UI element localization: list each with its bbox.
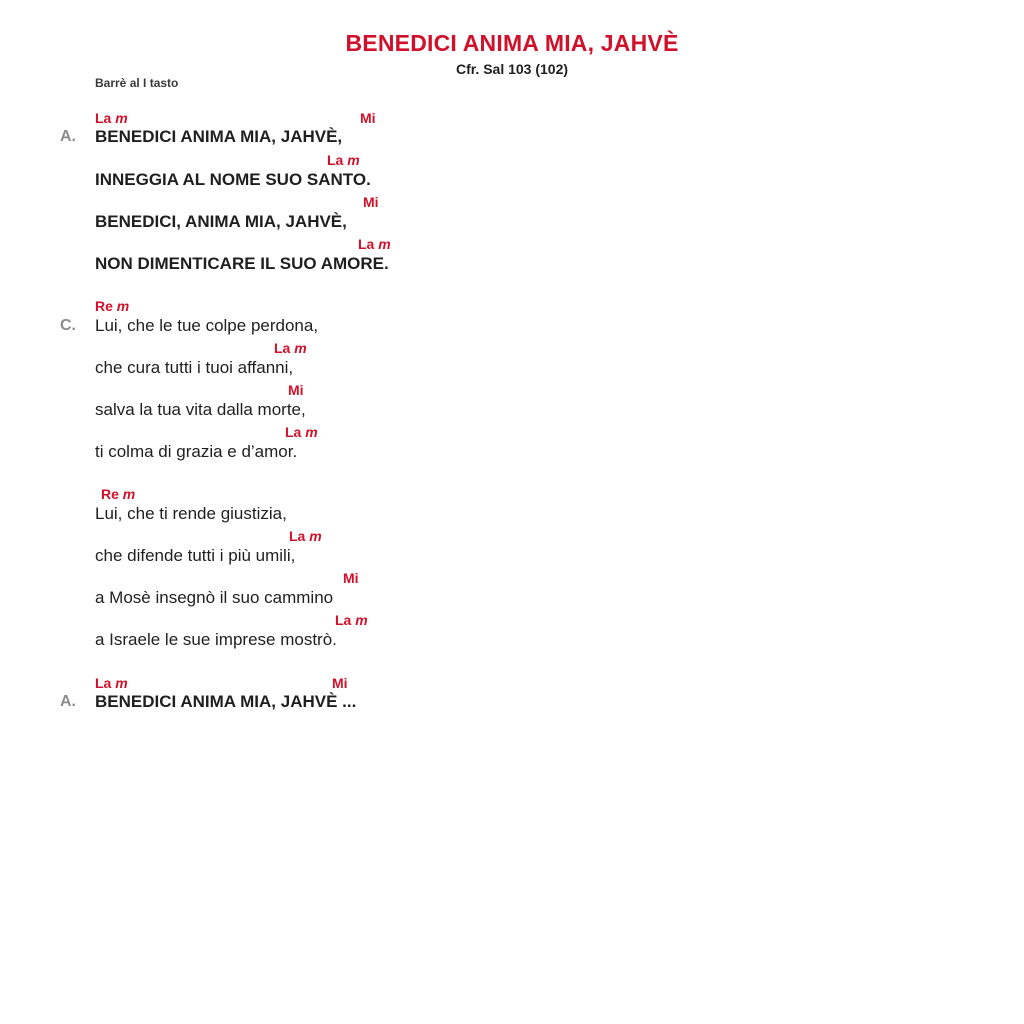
chord-la-minor: La m — [95, 110, 128, 126]
chord-re-minor: Re m — [95, 298, 130, 314]
lyric-line: che cura tutti i tuoi affanni, — [95, 358, 294, 377]
lyric-line: BENEDICI, ANIMA MIA, JAHVÈ, — [95, 212, 347, 231]
psalm-reference: Cfr. Sal 103 (102) — [455, 61, 569, 77]
section-label-cantor: C. — [60, 317, 76, 334]
lyric-line: a Mosè insegnò il suo cammino — [95, 588, 334, 607]
lyric-line: a Israele le sue imprese mostrò. — [95, 630, 337, 649]
lyric-line: che difende tutti i più umili, — [95, 546, 296, 565]
section-label-assembly: A. — [60, 128, 76, 145]
chord-la-minor: La m — [274, 340, 307, 356]
song-title: BENEDICI ANIMA MIA, JAHVÈ — [345, 30, 679, 56]
lyric-line: INNEGGIA AL NOME SUO SANTO. — [95, 170, 371, 189]
chord-la-minor: La m — [358, 236, 391, 252]
chord-mi: Mi — [363, 194, 379, 210]
lyric-line: BENEDICI ANIMA MIA, JAHVÈ ... — [95, 692, 357, 711]
lyric-line: ti colma di grazia e d’amor. — [95, 442, 298, 461]
lyric-line: Lui, che ti rende giustizia, — [95, 504, 287, 523]
lyric-line: BENEDICI ANIMA MIA, JAHVÈ, — [95, 127, 343, 146]
chord-la-minor: La m — [335, 612, 368, 628]
chord-mi: Mi — [288, 382, 304, 398]
chord-la-minor: La m — [289, 528, 322, 544]
chord-la-minor: La m — [95, 675, 128, 691]
chord-mi: Mi — [332, 675, 348, 691]
chord-mi: Mi — [343, 570, 359, 586]
lyric-line: Lui, che le tue colpe perdona, — [95, 316, 319, 335]
section-label-assembly: A. — [60, 693, 76, 710]
chord-re-minor: Re m — [101, 486, 136, 502]
capo-note: Barrè al I tasto — [95, 76, 179, 90]
chord-mi: Mi — [360, 110, 376, 126]
chord-la-minor: La m — [285, 424, 318, 440]
lyric-line: NON DIMENTICARE IL SUO AMORE. — [95, 254, 389, 273]
lyric-line: salva la tua vita dalla morte, — [95, 400, 306, 419]
chord-la-minor: La m — [327, 152, 360, 168]
